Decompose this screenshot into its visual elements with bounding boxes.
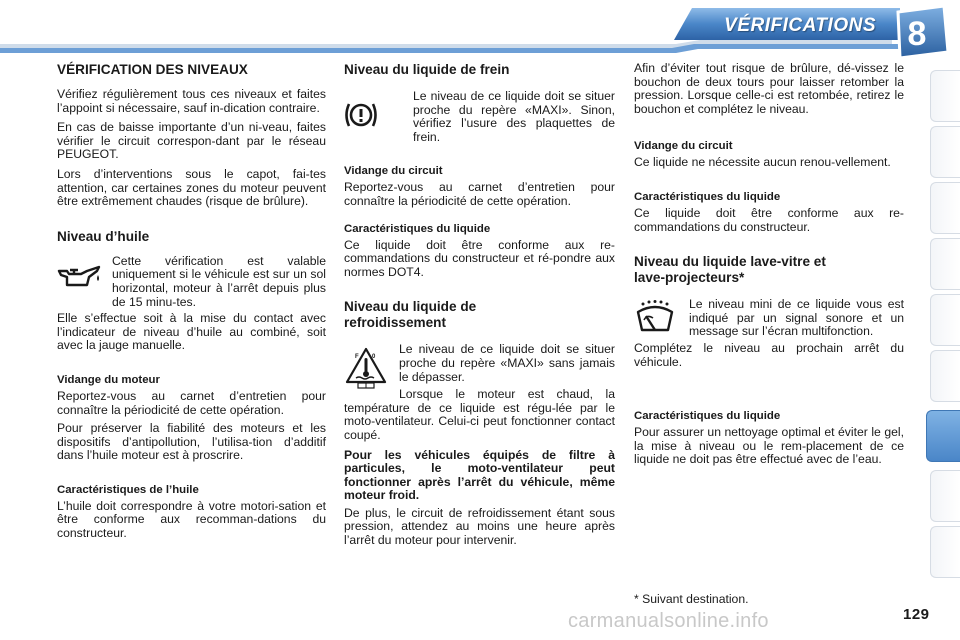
chapter-tab[interactable] (930, 470, 960, 522)
intro-paragraph: En cas de baisse importante d’un ni-veau, faites vérifier le circuit correspon-dant par le réseau PEUGEOT. (57, 120, 326, 162)
coolant-heading-line: refroidissement (344, 315, 446, 331)
oil-spec-paragraph: L’huile doit correspondre à votre motori-sation et être conforme aux recomman-dations du constructeur. (57, 498, 326, 541)
oil-icon-text: Cette vérification est valable uniquement si le véhicule est sur un sol horizontal, moteur à l’arrêt depuis plus de 15 minu-tes. (112, 253, 326, 309)
coolant-temperature-icon (344, 345, 388, 389)
page-title: VÉRIFICATION DES NIVEAUX (57, 62, 248, 77)
column-2 (344, 62, 615, 548)
chapter-title: VÉRIFICATIONS (724, 15, 876, 36)
brake-drain-heading: Vidange du circuit (344, 165, 443, 178)
oil-icon-block (57, 255, 326, 309)
page-number: 129 (903, 606, 930, 623)
column-3 (634, 62, 904, 467)
coolant-heading (344, 299, 615, 331)
windscreen-washer-icon (634, 300, 676, 334)
column-1 (57, 62, 326, 541)
chapter-tab[interactable] (930, 182, 960, 234)
watermark: carmanualsonline.info (568, 610, 769, 632)
coolant-icon-text: Le niveau de ce liquide doit se situer proche du repère «MAXI» sans jamais le dépasser. (399, 342, 615, 384)
svg-text:F: F (355, 354, 359, 361)
oil-change-paragraph: Pour préserver la fiabilité des moteurs et les dispositifs d’antipollution, l’utilisa-tion d’additif dans l’huile moteur est à proscrire. (57, 421, 326, 463)
chapter-tab[interactable] (930, 294, 960, 346)
brake-spec-heading: Caractéristiques du liquide (344, 222, 491, 235)
chapter-tab[interactable] (930, 70, 960, 122)
brake-icon-text: Le niveau de ce liquide doit se situer proche du repère «MAXI». Sinon, vérifiez l’usure des plaquettes de frein. (413, 89, 615, 144)
oil-can-icon (57, 263, 101, 291)
chapter-header (0, 0, 960, 60)
coolant-continued-paragraph: Afin d’éviter tout risque de brûlure, dé-vissez le bouchon de deux tours pour laisser retomber la pression. Lorsque celle-ci est retombée, retirez le bouchon et complétez le niveau. (634, 61, 904, 116)
svg-text:0: 0 (372, 354, 376, 361)
coolant-drain-paragraph: Ce liquide ne nécessite aucun renou-vellement. (634, 155, 891, 170)
brake-warning-icon (344, 100, 378, 130)
intro-paragraph: Lors d’interventions sous le capot, fai-tes attention, car certaines zones du moteur peuvent être extrêmement chaudes (risque de brûlure). (57, 166, 326, 209)
oil-change-heading: Vidange du moteur (57, 373, 160, 386)
coolant-warning-paragraph: Pour les véhicules équipés de filtre à particules, le moto-ventilateur peut fonctionner après l’arrêt du véhicule, même moteur froid. (344, 447, 615, 503)
washer-spec-heading: Caractéristiques du liquide (634, 410, 781, 423)
oil-level-heading: Niveau d’huile (57, 228, 150, 244)
coolant-spec-heading: Caractéristiques du liquide (634, 190, 781, 203)
coolant-drain-heading: Vidange du circuit (634, 140, 733, 153)
washer-icon-text: Le niveau mini de ce liquide vous est indiqué par un signal sonore et un message sur l’écran multifonction. (689, 297, 904, 339)
chapter-tab[interactable] (930, 126, 960, 178)
brake-fluid-heading: Niveau du liquide de frein (344, 62, 510, 77)
intro-paragraph: Vérifiez régulièrement tous ces niveaux et faites l’appoint si nécessaire, sauf in-dication contraire. (57, 87, 326, 115)
oil-spec-heading: Caractéristiques de l’huile (57, 483, 199, 496)
washer-icon-block (634, 298, 904, 339)
coolant-heading-line: Niveau du liquide de (344, 299, 477, 315)
chapter-tab[interactable] (930, 526, 960, 578)
washer-paragraph: Complétez le niveau au prochain arrêt du véhicule. (634, 340, 904, 369)
washer-heading-line: Niveau du liquide lave-vitre et (634, 254, 826, 270)
oil-paragraph: Elle s’effectue soit à la mise du contact avec l’indicateur de niveau d’huile au combiné, soit avec la jauge manuelle. (57, 311, 326, 353)
coolant-paragraph: De plus, le circuit de refroidissement étant sous pression, attendez au moins une heure après l’arrêt du moteur pour intervenir. (344, 505, 615, 548)
washer-fluid-heading (634, 254, 904, 286)
chapter-tab-strip (926, 70, 960, 590)
chapter-number: 8 (907, 15, 927, 53)
brake-spec-paragraph: Ce liquide doit être conforme aux re-commandations du constructeur et ré-pondre aux normes DOT4. (344, 237, 615, 279)
oil-change-paragraph: Reportez-vous au carnet d’entretien pour connaître la périodicité de cette opération. (57, 388, 326, 417)
footnote: * Suivant destination. (634, 592, 749, 606)
coolant-spec-paragraph: Ce liquide doit être conforme aux re-commandations du constructeur. (634, 205, 904, 234)
brake-drain-paragraph: Reportez-vous au carnet d’entretien pour connaître la périodicité de cette opération. (344, 180, 615, 208)
washer-heading-line: lave-projecteurs* (634, 270, 745, 286)
washer-spec-paragraph: Pour assurer un nettoyage optimal et éviter le gel, la mise à niveau ou le rem-placement de ce liquide ne doit pas être effectué avec de l’eau. (634, 425, 904, 467)
chapter-tab[interactable] (930, 350, 960, 402)
chapter-tab-active[interactable] (926, 410, 960, 462)
chapter-tab[interactable] (930, 238, 960, 290)
brake-icon-block (344, 90, 615, 144)
coolant-icon-block (344, 343, 615, 442)
coolant-icon-text: Lorsque le moteur est chaud, la température de ce liquide est régu-lée par le moto-ventilateur. Celui-ci peut fonctionner contact coupé. (344, 387, 615, 442)
